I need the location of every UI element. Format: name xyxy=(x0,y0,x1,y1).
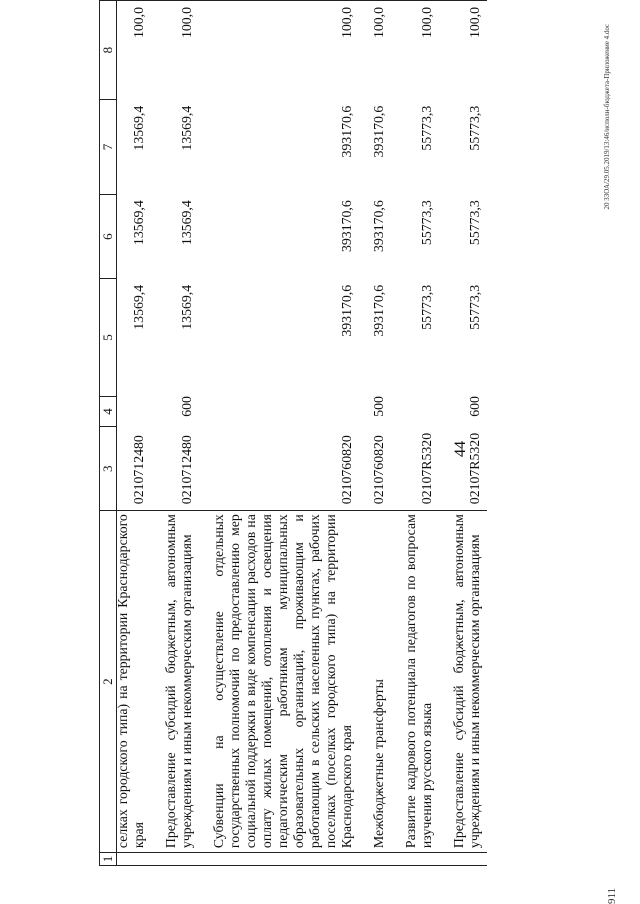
row-name: Развитие кадрового потенциала педагогов по вопросам изучения русского языка xyxy=(403,514,434,849)
col-header-4: 4 xyxy=(100,396,117,427)
row-value-6: 393170,6 xyxy=(371,200,386,252)
row-value-8: 100,0 xyxy=(391,1,439,100)
row-value-6: 13569,4 xyxy=(179,200,194,246)
col-header-3: 3 xyxy=(100,427,117,511)
table-row xyxy=(439,1,487,866)
row-value-8: 100,0 xyxy=(439,1,487,100)
table-row xyxy=(151,1,199,866)
row-value-7: 393170,6 xyxy=(339,105,354,158)
row-vr: 600 xyxy=(179,396,194,417)
file-footer: 20 ЗЗОА/29.05.2019/13:46/исполн-бюджета-Приложение 4.doc xyxy=(603,24,611,210)
row-value-7: 55773,3 xyxy=(419,105,434,151)
row-value-6: 55773,3 xyxy=(467,200,482,246)
row-vr xyxy=(391,396,439,427)
row-value-5: 13569,4 xyxy=(131,284,146,330)
row-value-5: 55773,3 xyxy=(467,284,482,330)
row-name: Межбюджетные трансферты xyxy=(371,679,386,849)
row-value-5: 13569,4 xyxy=(179,284,194,330)
row-code: 02107R5320 xyxy=(419,432,434,505)
row-value-8: 100,0 xyxy=(151,1,199,100)
row-value-5: 393170,6 xyxy=(371,284,386,337)
table-row xyxy=(391,1,439,866)
corner-number: 911 xyxy=(606,887,618,904)
col-header-5: 5 xyxy=(100,279,117,396)
table-row xyxy=(359,1,391,866)
row-code: 0210712480 xyxy=(179,435,194,505)
col-header-7: 7 xyxy=(100,100,117,195)
row-value-5: 55773,3 xyxy=(419,284,434,330)
row-code: 0210760820 xyxy=(371,435,386,505)
col-header-1: 1 xyxy=(100,853,117,866)
col-header-6: 6 xyxy=(100,194,117,279)
row-value-7: 13569,4 xyxy=(179,105,194,151)
budget-table xyxy=(99,0,487,866)
col-header-2: 2 xyxy=(100,511,117,853)
row-value-6: 393170,6 xyxy=(339,200,354,252)
row-vr xyxy=(117,396,152,427)
row-vr xyxy=(199,396,359,427)
row-value-8: 100,0 xyxy=(359,1,391,100)
col-header-8: 8 xyxy=(100,1,117,100)
row-name: Субвенции на осуществление отдельных государственных полномочий по предоставлению мер социальной поддержки в виде компенсации расходов на оплату жилых помещений, отопления и освещения педагогическим работникам муниципальных образовательных организаций, проживающим и работающим в сельских населенных пунктах, рабочих поселках (поселках городского типа) на территории Краснодарского края xyxy=(211,514,354,849)
row-value-8: 100,0 xyxy=(199,1,359,100)
row-value-5: 393170,6 xyxy=(339,284,354,337)
page-number: 44 xyxy=(452,441,469,457)
row-name: Предоставление субсидий бюджетным, автономным учреждениям и иным некоммерческим организациям xyxy=(451,514,482,849)
header-row xyxy=(100,1,117,866)
row-code: 0210760820 xyxy=(339,435,354,505)
row-vr: 600 xyxy=(467,396,482,417)
row-value-7: 13569,4 xyxy=(131,105,146,151)
table-row xyxy=(199,1,359,866)
row-value-7: 393170,6 xyxy=(371,105,386,158)
row-code: 0210712480 xyxy=(131,435,146,505)
row-value-6: 13569,4 xyxy=(131,200,146,246)
row-code: 02107R5320 xyxy=(467,432,482,505)
row-value-6: 55773,3 xyxy=(419,200,434,246)
table-row xyxy=(117,1,152,866)
row-name: селках городского типа) на территории Краснодарского края xyxy=(115,514,146,849)
row-vr: 500 xyxy=(371,396,386,417)
row-value-8: 100,0 xyxy=(117,1,152,100)
row-name: Предоставление субсидий бюджетным, автономным учреждениям и иным некоммерческим организациям xyxy=(163,514,194,849)
row-value-7: 55773,3 xyxy=(467,105,482,151)
